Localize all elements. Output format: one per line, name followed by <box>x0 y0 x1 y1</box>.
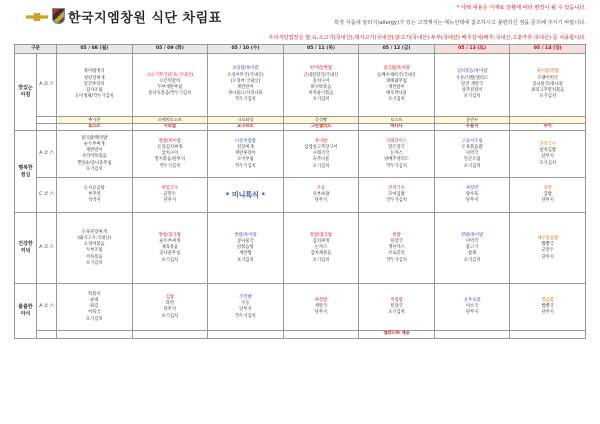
menu-item: 잔치국수 <box>388 185 405 191</box>
menu-cell <box>510 178 586 213</box>
page-title: 한국지엠창원 식단 차림표 <box>68 11 222 26</box>
menu-item: 순두부찌개 <box>83 141 105 147</box>
menu-item: 취나물/고사리나물 <box>228 91 263 97</box>
menu-item: 단무지 <box>541 310 554 316</box>
course-label <box>37 117 57 124</box>
column-header: 05 / 12 (금) <box>359 45 435 54</box>
salad-item <box>510 331 586 338</box>
menu-item: 흑미밥 <box>314 138 328 144</box>
menu-item: 들깨수제비국/국내산 <box>377 72 416 78</box>
menu-item: 포기김치 <box>85 260 103 266</box>
menu-item: 깻잎순/콩나물무침 <box>76 160 112 166</box>
menu-item: 라면 <box>165 301 175 307</box>
menu-item: 오징어무국(국내산) <box>227 72 264 78</box>
course-label: A 코 스 <box>37 284 57 331</box>
menu-cell <box>434 178 510 213</box>
menu-item: 달걀 계란국 <box>461 81 484 87</box>
menu-item: 유부초밥 <box>463 297 481 303</box>
menu-cell <box>57 131 133 178</box>
menu-item: 단무지 <box>541 198 554 204</box>
menu-item: 깍두기김치 <box>235 163 256 169</box>
menu-item: 새우볶음밥 <box>537 235 559 241</box>
menu-item: 달걀후라이 <box>83 81 105 87</box>
salad-item: 바나나 <box>359 124 435 131</box>
menu-item: 미역국 <box>465 238 479 244</box>
menu-item: 깍두기김치 <box>386 163 407 169</box>
menu-item: 볶음밥 <box>541 297 554 303</box>
menu-item: 오징어볶음 <box>83 242 105 248</box>
menu-item: 김밥 <box>543 192 552 198</box>
menu-item: 군만두 <box>541 248 554 254</box>
menu-item: 포기김치 <box>539 160 556 166</box>
menu-item: 통낙지볶음/깍두기김치 <box>148 91 192 97</box>
menu-cell <box>510 54 586 117</box>
menu-cell <box>132 54 208 117</box>
salad-item: 그린샐러드 <box>283 124 359 131</box>
menu-item: (오징어:국내산) <box>230 78 261 84</box>
dinner-row <box>15 213 586 284</box>
menu-item: 포기김치 <box>161 257 179 263</box>
menu-item: 잡채 <box>467 251 477 257</box>
menu-item: 단무지 <box>239 307 252 313</box>
menu-item: 흑미밥정식 <box>83 69 105 75</box>
cadillac-crest-icon <box>52 8 65 24</box>
menu-item: * 미니특식 * <box>225 191 266 200</box>
menu-cell <box>132 213 208 284</box>
menu-cell <box>132 284 208 331</box>
menu-item: 사각어묵볶음 <box>81 154 107 160</box>
course-label: A 코 스 <box>37 131 57 178</box>
menu-item: 계란후라이 <box>235 151 256 157</box>
night-row <box>15 331 586 338</box>
menu-item: 비빔밥 <box>390 297 403 303</box>
menu-cell <box>510 131 586 178</box>
menu-cell <box>359 131 435 178</box>
menu-item: 상추겉절이 <box>461 88 483 94</box>
menu-item: 계란국 <box>314 304 328 310</box>
menu-item: 쌀밥/잡곡밥 <box>158 232 181 238</box>
menu-item: 꽈리고추멸치볶음 <box>531 88 565 94</box>
header-row <box>15 45 586 54</box>
menu-item: 김치볶음/흑미밥 <box>456 69 488 75</box>
menu-table <box>14 44 586 339</box>
menu-item: 계란찜 <box>239 251 252 257</box>
menu-item: 돈까스 <box>314 245 328 251</box>
menu-item: 잡곡밥/흑미밥 <box>383 66 410 72</box>
meal-label: 건강한 저녁 <box>15 213 37 284</box>
salad-item: 요구르트 <box>208 124 284 131</box>
sub-item: 군만두 <box>434 117 510 124</box>
menu-item: 된장국 <box>390 304 403 310</box>
menu-item: 떡볶이 <box>88 291 101 297</box>
menu-item: 부추전 <box>88 192 101 198</box>
menu-item: 김치찌개 <box>312 238 330 244</box>
menu-item: 포기김치 <box>388 97 405 103</box>
salad-item <box>57 331 133 338</box>
menu-cell <box>208 213 284 284</box>
menu-item: 오이무침 <box>237 157 254 163</box>
menu-item: 라면 <box>543 185 552 191</box>
menu-item: 단무지 <box>465 198 479 204</box>
chevrolet-logo-icon <box>26 11 48 23</box>
menu-item: 비빔국수 <box>161 185 179 191</box>
menu-item: 된장국 <box>390 238 403 244</box>
menu-item: 주먹밥 <box>239 294 252 300</box>
sub-item <box>510 117 586 124</box>
course-label: A 코 스 <box>37 54 57 117</box>
notice-change: * 아래 대용은 식재료 상황에 따라 변경이 될 수 있습니다. <box>456 5 586 11</box>
sub-item: 프렌치토스트 <box>132 117 208 124</box>
sub-item: 추가찬 <box>57 117 133 124</box>
menu-item: 감자조림 <box>85 88 103 94</box>
menu-cell <box>208 131 284 178</box>
menu-item: 닭볶음탕 <box>237 245 254 251</box>
menu-cell <box>208 54 284 117</box>
menu-item: 계란말이 <box>388 85 405 90</box>
column-header: 05 / 14 (일) <box>510 45 586 54</box>
menu-item: 미역국 <box>465 151 479 157</box>
menu-item: 보리밥/흑미밥 <box>232 66 259 72</box>
menu-item: 돈육김치찌개 <box>157 144 183 150</box>
menu-cell <box>434 284 510 331</box>
menu-cell <box>57 178 133 213</box>
menu-item: 양배추샐러드 <box>384 157 409 163</box>
menu-item: 포기김치 <box>463 94 481 100</box>
menu-item: 바지락볶음 <box>310 85 332 90</box>
column-header: 05 / 10 (수) <box>208 45 284 54</box>
menu-item: 짬뽕국 <box>541 242 554 248</box>
menu-item: 포기김치 <box>312 163 330 169</box>
menu-item: 포기김치 <box>463 163 481 169</box>
menu-cell <box>57 54 133 117</box>
menu-cell <box>283 213 359 284</box>
menu-item: 쌀밥/흑미밥 <box>158 138 181 144</box>
salad-item <box>208 331 284 338</box>
menu-item: 포기김치 <box>312 257 330 263</box>
menu-item: 어묵볶음 <box>85 254 103 260</box>
salad-item: 누룽지 <box>434 124 510 131</box>
menu-item: 연근조림 <box>463 157 481 163</box>
menu-item: 콩나물국/취나물 <box>532 81 563 87</box>
menu-item: 명태회무침 <box>386 78 407 84</box>
menu-cell <box>57 284 133 331</box>
menu-item: 깍두기김치 <box>235 313 256 319</box>
menu-item: 계란말이 <box>85 148 103 154</box>
menu-item: 쌀밥 <box>392 232 401 238</box>
lunch-row <box>15 178 586 213</box>
menu-item: 튀김 <box>90 304 99 310</box>
course-label: A 코 스 <box>37 213 57 284</box>
breakfast-row <box>15 124 586 131</box>
lunch-row <box>15 131 586 178</box>
menu-cell <box>359 213 435 284</box>
menu-item: 포기김치 <box>463 257 481 263</box>
menu-cell <box>434 131 510 178</box>
menu-item: 된장찌개 <box>237 144 254 150</box>
salad-item <box>132 331 208 338</box>
menu-item: 짜장밥 <box>314 297 328 303</box>
column-header: 05 / 08 (월) <box>57 45 133 54</box>
menu-item: 깍두기김치 <box>386 257 407 263</box>
menu-cell <box>57 213 133 284</box>
menu-item: 단무지 <box>163 198 177 204</box>
night-row <box>15 284 586 331</box>
breakfast-row <box>15 117 586 124</box>
menu-item: 단무지 <box>163 307 177 313</box>
menu-cell <box>510 284 586 331</box>
menu-item: 시래기국 <box>312 151 330 157</box>
menu-item: 조랭이떡국 <box>537 75 559 81</box>
menu-item: 계란말이 <box>237 85 254 90</box>
page-header <box>0 0 600 44</box>
course-label: C 코 스 <box>37 178 57 213</box>
meal-label: 행복한 점심 <box>15 131 37 213</box>
column-header: 구분 <box>15 45 57 54</box>
menu-item: 브로콜리 <box>388 251 405 257</box>
menu-item: 오븐떡갈비 <box>159 78 181 84</box>
sub-item: 토스트 <box>359 117 435 124</box>
meal-label: 맛있는 아침 <box>15 54 37 131</box>
menu-item: 단무지 <box>541 154 554 160</box>
menu-cell <box>132 178 208 213</box>
menu-item: 쌀밥/흑미밥 <box>234 232 257 238</box>
notice-allergy: 특정 식품에 알러지(allergy)가 있는 고객께서는 메뉴선택에 참조하시고 불편하신 점을 문의해 주시기 바랍니다. <box>334 20 586 26</box>
menu-item: 삼치구이 <box>161 151 179 157</box>
salad-item: 쿠키 <box>510 124 586 131</box>
menu-item: 미역줄기볶음 <box>308 91 334 97</box>
menu-item: 포기김치 <box>539 94 556 100</box>
sub-item: 크로와상 <box>208 117 284 124</box>
menu-item: 단무지 <box>314 198 328 204</box>
menu-item: 현미밥/쌀밥 <box>309 66 333 72</box>
menu-item: (돼지고기:국내산) <box>77 235 112 241</box>
menu-item: 단무지 <box>314 310 328 316</box>
menu-item: 두부조림 <box>85 248 103 254</box>
meal-label: 출출한 야식 <box>15 284 37 338</box>
menu-item: 탕수육 <box>465 192 479 198</box>
menu-item: 콩나물무침 <box>159 251 181 257</box>
menu-item: 깍두기김치 <box>159 163 181 169</box>
menu-item: 포기김치 <box>85 316 103 322</box>
menu-item: 순두부찌개 <box>159 238 181 244</box>
menu-cell <box>283 54 359 117</box>
salad-item <box>434 331 510 338</box>
menu-item: 포기김치 <box>312 97 330 103</box>
menu-item: 맑은장국 <box>388 144 405 150</box>
menu-item: 우유/식빵/샐러드 <box>456 75 489 81</box>
breakfast-row <box>15 54 586 117</box>
salad-item: 토스트 <box>57 124 133 131</box>
menu-item: 포기김치 <box>85 166 103 172</box>
salad-item: 시리얼 <box>132 124 208 131</box>
menu-item: 멸치볶음/단무지 <box>154 157 186 163</box>
menu-cell <box>434 213 510 284</box>
menu-item: 삼겹살고추장구이 <box>304 144 338 150</box>
menu-item: 포기김치 <box>237 257 254 263</box>
menu-item: 짜장면 <box>465 185 479 191</box>
menu-item: 돈사골곰탕 <box>83 185 105 191</box>
menu-item: 석박지 <box>88 198 101 204</box>
menu-cell <box>283 178 359 213</box>
menu-item: 두부계란부침 <box>157 85 183 90</box>
menu-item: 감자채볶음 <box>310 251 332 257</box>
menu-item: 쇠고기무국(돈육:국내산) <box>146 72 194 78</box>
menu-item: 깍두기김치 <box>386 198 407 204</box>
course-label <box>37 331 57 338</box>
menu-item: 군만두 <box>163 192 177 198</box>
menu-item: 단무지 <box>541 254 554 260</box>
menu-cell <box>208 284 284 331</box>
menu-item: 참치김밥 <box>539 148 556 154</box>
menu-item: 애호박나물 <box>386 91 407 97</box>
notice-origin: 우리식당업장은 쌀,육,소고기(국내산),돼지고기(국내산),닭고기(국내산) 두부(국내산) 배추김치(배추:국내산,고춧가루:국내산) 를 사용합니다. <box>268 35 586 41</box>
menu-item: 쌀밥/흑미밥 <box>461 232 484 238</box>
menu-item: 꽁치구이 <box>312 78 330 84</box>
menu-item: 근대된장국/국내산 <box>303 72 339 78</box>
menu-item: 카레라이스 <box>386 138 407 144</box>
sub-item: 즉석빵 <box>283 117 359 124</box>
menu-item: 고등어조림 <box>461 138 483 144</box>
menu-cell <box>132 131 208 178</box>
menu-cell <box>208 178 284 213</box>
menu-cell <box>283 131 359 178</box>
menu-cell <box>359 178 435 213</box>
menu-cell <box>283 284 359 331</box>
menu-item: 짬뽕국 <box>541 304 554 310</box>
menu-item: 돈육볶음밥 <box>461 144 483 150</box>
menu-item: 콩나물국 <box>237 238 254 244</box>
column-header: 05 / 11 (목) <box>283 45 359 54</box>
menu-item: 깍두기김치 <box>235 97 256 103</box>
menu-item: 제육볶음 <box>161 245 179 251</box>
menu-cell <box>359 284 435 331</box>
column-header: 05 / 09 (화) <box>132 45 208 54</box>
menu-item: 포기김치 <box>388 310 405 316</box>
menu-cell <box>434 54 510 117</box>
menu-item: 흑미밥/쌀밥 <box>536 69 559 75</box>
menu-item: 잔치국수 <box>539 141 556 147</box>
menu-item: 순대 <box>90 297 99 303</box>
menu-item: 오이생채/깍두기김치 <box>74 94 114 100</box>
salad-item: 샐러드바 제공 <box>359 331 435 338</box>
menu-item: 숙주나물 <box>312 157 330 163</box>
menu-cell <box>359 54 435 117</box>
menu-item: 돈육된장찌개 <box>81 229 107 235</box>
menu-item: 유부초밥 <box>312 192 330 198</box>
menu-item: 돈까스 <box>390 151 403 157</box>
menu-item: 어묵국 <box>88 310 101 316</box>
menu-item: 단무지 <box>465 310 479 316</box>
menu-item: 김밥 <box>165 294 175 300</box>
course-label <box>37 124 57 131</box>
menu-item: 미소국 <box>465 304 479 310</box>
salad-item <box>283 331 359 338</box>
menu-item: 나물비빔밥 <box>235 138 256 144</box>
menu-item: 쌀밥/잡곡밥 <box>309 232 333 238</box>
menu-item: 생선까스 <box>388 245 405 251</box>
menu-cell <box>510 213 586 284</box>
menu-item: 우동 <box>316 185 326 191</box>
menu-item: 잡곡밥/백미밥 <box>81 135 108 141</box>
menu-item: 꼬마김밥 <box>388 192 405 198</box>
menu-item: 우동 <box>241 301 250 307</box>
menu-item: 불고기 <box>465 245 479 251</box>
menu-item: 청된장찌개 <box>83 75 105 81</box>
column-header: 05 / 13 (토) <box>434 45 510 54</box>
menu-item: 포기김치 <box>161 313 179 319</box>
